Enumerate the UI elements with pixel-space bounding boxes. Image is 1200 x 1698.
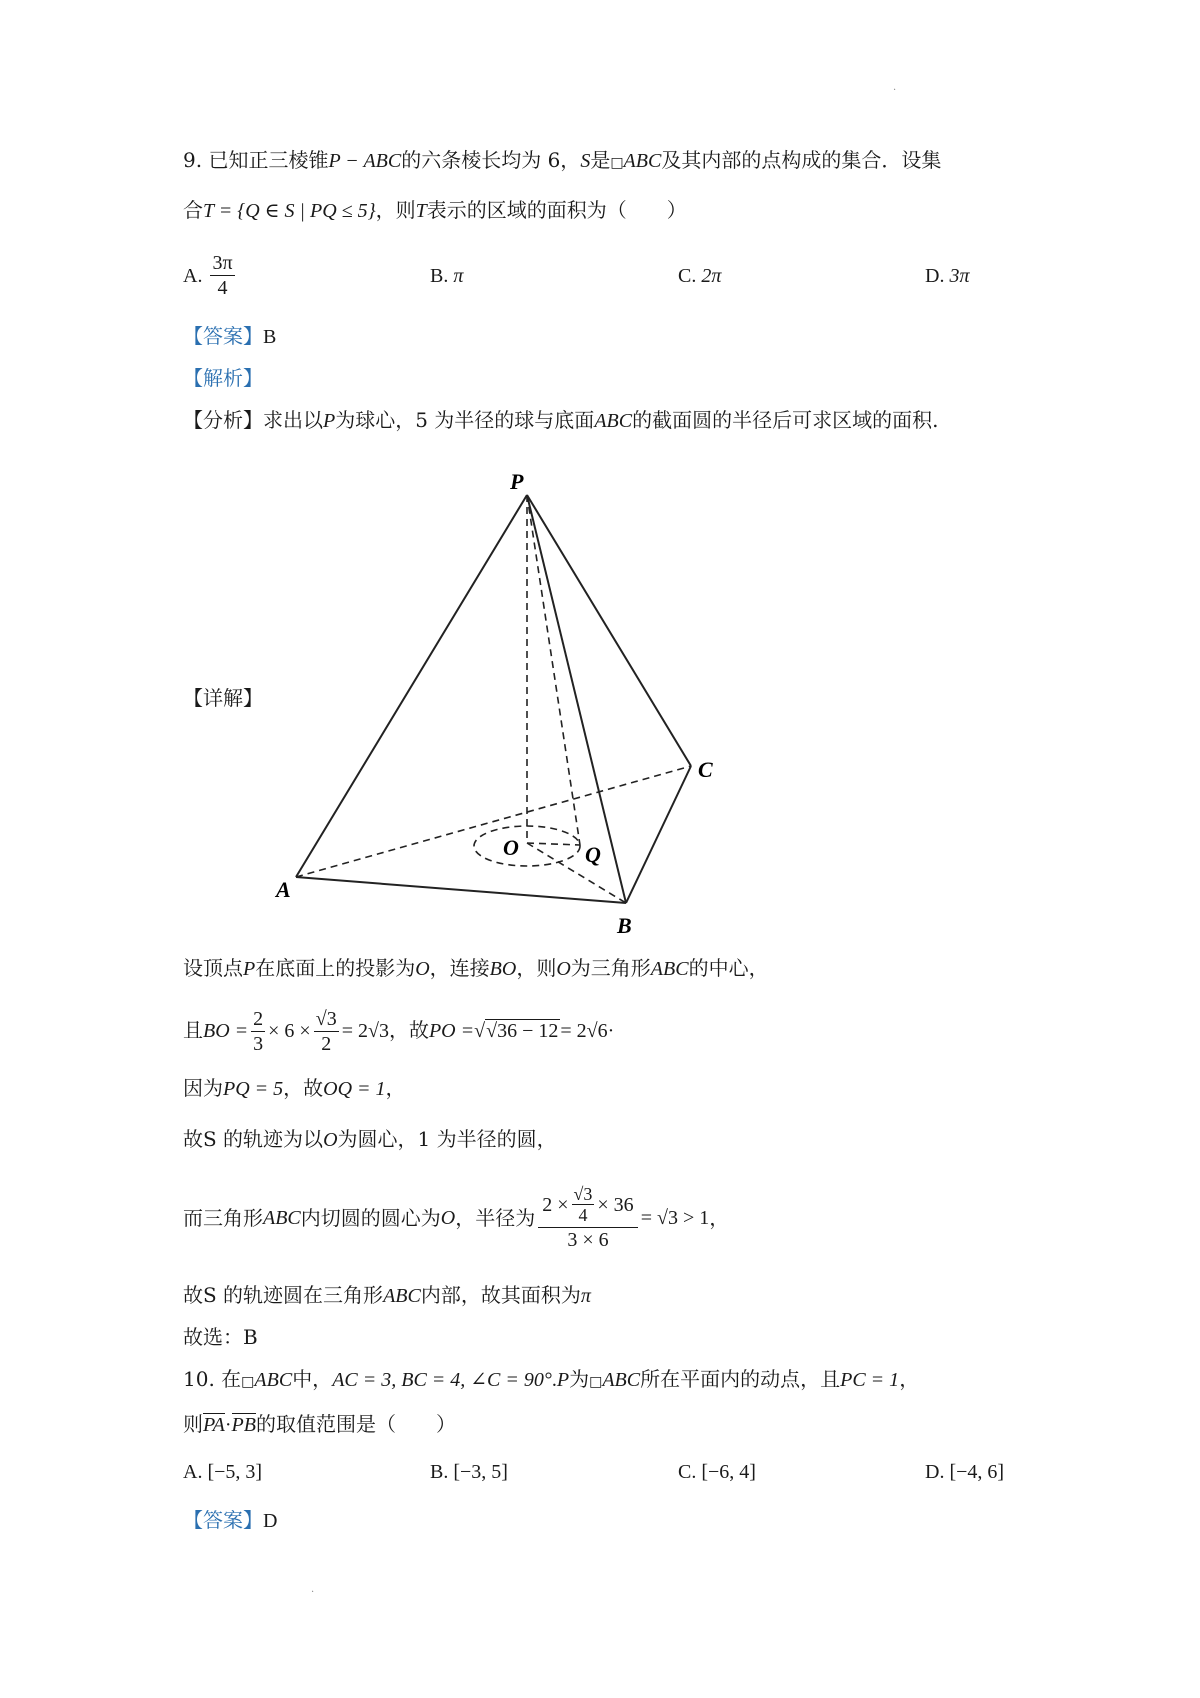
- solution-text: 因为: [183, 1076, 223, 1100]
- fraction-numerator: 3π: [212, 252, 233, 274]
- label-q: Q: [585, 842, 601, 867]
- option-value: 2π: [701, 265, 722, 287]
- math-dot: ·: [607, 1020, 615, 1042]
- analysis-tag: 【解析】: [183, 366, 263, 390]
- q9-option-c: [678, 265, 721, 288]
- math-expr: PQ = 5: [223, 1078, 284, 1100]
- fraction-two-thirds: [251, 1007, 265, 1056]
- q9-stem-text: 合: [183, 198, 203, 222]
- fenxi-text: 求出以: [263, 408, 323, 432]
- q9-stem-line-2: [183, 196, 687, 225]
- solution-text: 而三角形: [183, 1206, 263, 1230]
- q9-stem-line-1: [183, 146, 941, 177]
- answer-tag: 【答案】: [183, 324, 263, 348]
- q9-number: 9.: [183, 148, 203, 172]
- math-var: ABC: [602, 1369, 641, 1391]
- label-b: B: [617, 913, 632, 935]
- math-expr: AC = 3, BC = 4, ∠C = 90°: [332, 1369, 552, 1391]
- q10-stem-line-2: [183, 1410, 456, 1439]
- option-value: [−6, 4]: [701, 1461, 756, 1483]
- q9-stem-text: ，则: [375, 198, 416, 222]
- q10-triangle-glyph-box: □: [241, 1374, 255, 1390]
- q9-fenxi-line: [183, 406, 938, 435]
- fenxi-tag: 【分析】: [183, 408, 263, 432]
- fraction-denominator: 3: [253, 1033, 264, 1055]
- sqrt-expr: √√36 − 12: [474, 1020, 559, 1042]
- solution-text: ，连接: [429, 956, 490, 980]
- pyramid-diagram: [260, 465, 740, 935]
- sqrt-radicand: √36 − 12: [486, 1020, 559, 1042]
- q9-option-b: [430, 265, 463, 288]
- label-a: A: [276, 877, 291, 902]
- fraction-numerator: 2: [253, 1008, 264, 1030]
- option-label: A.: [183, 265, 203, 288]
- option-label: D.: [925, 265, 945, 287]
- q10-stem-text: 则: [183, 1412, 203, 1436]
- solution-text: 且: [183, 1018, 203, 1042]
- math-expr: PO =: [428, 1020, 475, 1042]
- math-var: O: [415, 958, 430, 980]
- inradius-fraction: [538, 1184, 637, 1252]
- solution-text: 的中心，: [688, 956, 769, 980]
- math-var: ABC: [594, 410, 633, 432]
- segment-ob: [527, 843, 626, 903]
- q9-solution-line-1: [183, 954, 769, 983]
- math-var: ABC: [254, 1369, 293, 1391]
- q10-stem-text: 的取值范围是（ ）: [255, 1412, 456, 1436]
- fraction-denominator: 2: [321, 1033, 332, 1055]
- math-var: P: [323, 410, 336, 432]
- solution-text: 内部，故其面积为: [420, 1283, 581, 1307]
- q9-option-d: [925, 265, 969, 288]
- option-label: B.: [430, 265, 449, 287]
- solution-text: 设顶点: [183, 956, 243, 980]
- label-c: C: [698, 757, 713, 782]
- q10-stem-text: 为: [569, 1367, 590, 1391]
- q9-solution-line-3: [183, 1074, 406, 1103]
- solution-text: ，故: [283, 1076, 324, 1100]
- q10-stem-line-1: [183, 1365, 919, 1396]
- solution-text: 为三角形: [570, 956, 651, 980]
- solution-text: 故S 的轨迹为以: [183, 1127, 324, 1151]
- q9-set-t: T: [415, 200, 427, 222]
- fraction-numerator: √3: [315, 1008, 337, 1030]
- detail-tag: 【详解】: [183, 686, 263, 710]
- math-var: ABC: [383, 1285, 421, 1307]
- q9-triangle-glyph-box: □: [610, 155, 624, 171]
- q9-answer-line: [183, 322, 276, 351]
- fraction-numerator: √3: [573, 1184, 593, 1204]
- math-expr: = 2√3: [341, 1020, 389, 1042]
- option-label: B.: [430, 1461, 449, 1483]
- q10-option-a: [183, 1461, 262, 1484]
- q10-option-b: [430, 1461, 508, 1484]
- math-var: π: [580, 1285, 591, 1307]
- q9-solution-line-4: [183, 1125, 557, 1154]
- q9-stem-text: 是: [590, 148, 611, 172]
- option-value: [−4, 6]: [949, 1461, 1005, 1483]
- q9-pyramid-name: P − ABC: [328, 150, 402, 172]
- edge-bc: [626, 766, 691, 903]
- scan-speck-bottom: .: [311, 1584, 315, 1595]
- solution-text: 为圆心，1 为半径的圆，: [337, 1127, 557, 1151]
- numerator-part: × 36: [597, 1193, 634, 1216]
- math-expr: = √3 > 1: [640, 1207, 710, 1229]
- fraction-denominator: 4: [578, 1205, 588, 1225]
- fraction-root3-over-4: [572, 1184, 595, 1225]
- q10-triangle-glyph-box: □: [589, 1374, 603, 1390]
- math-var: P: [556, 1369, 570, 1391]
- q9-triangle-name: ABC: [623, 150, 662, 172]
- q10-stem-text: 所在平面内的动点，且: [640, 1367, 841, 1391]
- answer-value: D: [263, 1510, 278, 1532]
- q9-set-s: S: [580, 150, 591, 172]
- edge-ac-hidden: [296, 766, 691, 877]
- math-expr: = 2√6: [560, 1020, 608, 1042]
- q10-stem-text: ，: [899, 1367, 920, 1391]
- q9-detail-tag-line: [183, 684, 263, 712]
- q9-solution-line-6: [183, 1281, 591, 1310]
- solution-text: ，: [709, 1206, 730, 1230]
- fraction-root3-over-2: [314, 1007, 339, 1056]
- edge-pb: [527, 495, 626, 903]
- fraction-denominator: 3 × 6: [567, 1229, 609, 1251]
- solution-text: ，: [385, 1076, 406, 1100]
- option-label: A.: [183, 1461, 203, 1483]
- q10-option-c: [678, 1461, 756, 1484]
- solution-text: 故S 的轨迹圆在三角形: [183, 1283, 384, 1307]
- q9-solution-line-7: [183, 1323, 258, 1351]
- option-value: [−5, 3]: [207, 1461, 263, 1483]
- solution-conclusion: 故选：B: [183, 1325, 258, 1349]
- math-var: ABC: [263, 1207, 301, 1229]
- edge-pc: [527, 495, 691, 766]
- q9-solution-line-2: [183, 1004, 614, 1057]
- q9-stem-text: 的六条棱长均为 6，: [401, 148, 581, 172]
- math-expr: OQ = 1: [323, 1078, 386, 1100]
- math-var: O: [556, 958, 571, 980]
- q9-stem-text: 表示的区域的面积为（ ）: [426, 198, 687, 222]
- q9-analysis-line: [183, 364, 263, 392]
- answer-value: B: [263, 326, 277, 348]
- math-var: O: [323, 1129, 338, 1151]
- option-value: π: [453, 265, 464, 287]
- fraction-numerator: [538, 1184, 637, 1228]
- edge-pa: [296, 495, 527, 877]
- math-var: BO: [489, 958, 517, 980]
- math-var: P: [243, 958, 256, 980]
- option-value: [−3, 5]: [453, 1461, 508, 1483]
- solution-text: 在底面上的投影为: [255, 956, 416, 980]
- q10-stem-text: 中，: [292, 1367, 333, 1391]
- q9-set-definition: T = {Q ∈ S | PQ ≤ 5}: [203, 200, 376, 222]
- fenxi-text: 为球心，5 为半径的球与底面: [335, 408, 595, 432]
- option-label: D.: [925, 1461, 945, 1483]
- solution-text: ，故: [388, 1018, 429, 1042]
- label-p: P: [510, 469, 524, 494]
- q9-solution-line-5: [183, 1178, 729, 1258]
- math-expr: × 6 ×: [268, 1020, 311, 1042]
- q10-stem-text: 在: [221, 1367, 242, 1391]
- answer-tag: 【答案】: [183, 1508, 263, 1532]
- vector-pa: PA: [203, 1414, 225, 1436]
- math-expr: BO =: [203, 1020, 249, 1042]
- math-var: ABC: [650, 958, 689, 980]
- math-expr: PC = 1: [840, 1369, 900, 1391]
- segment-oq: [527, 843, 580, 845]
- option-label: C.: [678, 265, 697, 287]
- option-label: C.: [678, 1461, 697, 1483]
- q10-stem-text: .: [551, 1369, 557, 1391]
- q10-option-d: [925, 1461, 1004, 1484]
- solution-text: ，则: [516, 956, 557, 980]
- q10-number: 10.: [183, 1367, 215, 1391]
- q9-stem-text: 已知正三棱锥: [208, 148, 329, 172]
- q9-option-a: [183, 253, 238, 302]
- solution-text: 内切圆的圆心为: [300, 1206, 441, 1230]
- scan-speck-top: .: [893, 82, 897, 93]
- option-value: 3π: [949, 265, 970, 287]
- label-o: O: [503, 835, 519, 860]
- fenxi-text: 的截面圆的半径后可求区域的面积.: [632, 408, 939, 432]
- vector-pb: PB: [231, 1414, 256, 1436]
- numerator-part: 2 ×: [542, 1193, 569, 1216]
- dot-product-operator: ·: [224, 1414, 232, 1436]
- q9-option-a-fraction: [210, 251, 234, 300]
- math-var: O: [440, 1207, 456, 1229]
- q10-answer-line: [183, 1506, 277, 1535]
- solution-text: ，半径为: [455, 1206, 536, 1230]
- q9-stem-text: 及其内部的点构成的集合．设集: [661, 148, 942, 172]
- segment-pq: [527, 495, 580, 845]
- edge-ab: [296, 877, 626, 903]
- fraction-denominator: 4: [217, 277, 228, 299]
